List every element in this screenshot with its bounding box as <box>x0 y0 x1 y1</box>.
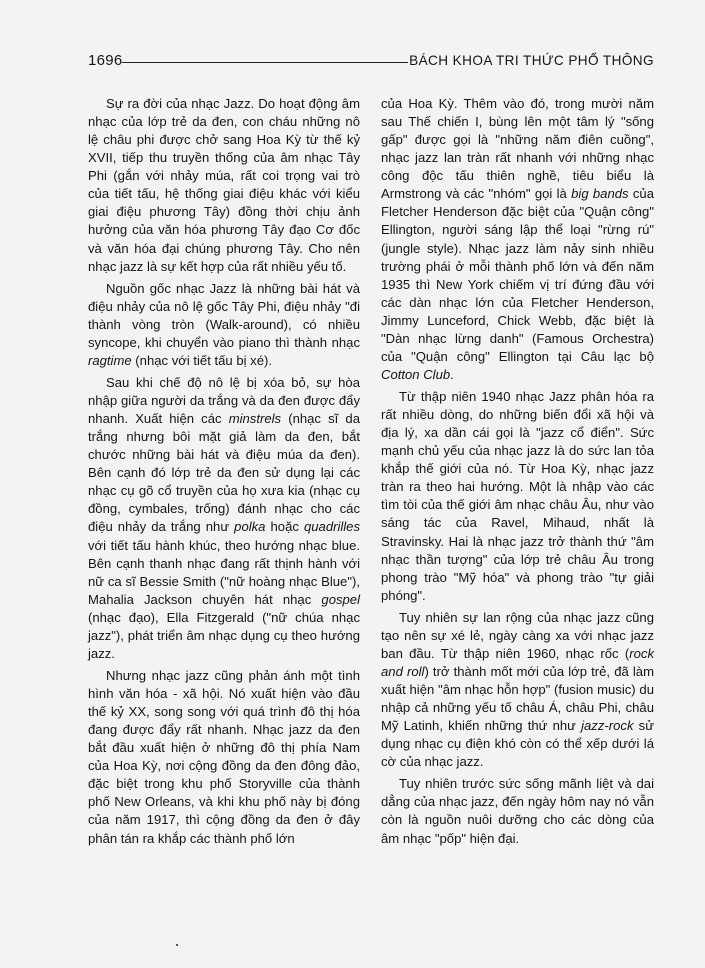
paragraph <box>381 609 654 772</box>
italic-term: quadrilles <box>303 519 361 535</box>
italic-term: rock and roll <box>381 645 654 679</box>
paragraph-text: Nguồn gốc nhạc Jazz là những bài hát và điệu nhảy của nô lệ gốc Tây Phi, điệu nhảy "đi thành vòng tròn (Walk-around), có nhiều syncope, khi chuyển vào piano thì thành nhạc <box>88 280 360 350</box>
italic-term: big bands <box>571 186 629 202</box>
left-column <box>88 95 360 848</box>
italic-term: minstrels <box>228 411 282 427</box>
paragraph-text: với tiết tấu hành khúc, theo hướng nhạc blue. Bên cạnh thanh nhạc đang rất thịnh hành với nữ ca sĩ Bessie Smith ("nữ hoàng nhạc Blue"), Mahalia Jackson chuyên hát nhạc <box>88 537 360 607</box>
right-column <box>381 95 654 848</box>
italic-term: jazz-rock <box>581 718 634 734</box>
paragraph-text: Tuy nhiên sự lan rộng của nhạc jazz cũng tạo nên sự xé lẻ, ngày càng xa với nhạc jazz ban đầu. Từ thập niên 1960, nhạc rốc ( <box>381 609 654 661</box>
paragraph-text: (nhạc sĩ da trắng nhưng bôi mặt giả làm da đen, bắt chước những bài hát và điệu múa da đen). Bên cạnh đó lớp trẻ da đen sử dụng lại các nhạc cụ gõ cổ truyền của họ xưa kia (nhạc cụ đồng, cymbales, trống) đánh nhạc cho các điệu nhảy da trắng như <box>88 411 361 535</box>
italic-term: ragtime <box>88 352 132 368</box>
paragraph-text: ) trở thành mốt mới của lớp trẻ, đã làm xuất hiện "âm nhạc hỗn hợp" (fusion music) du nhập cả những yếu tố châu Á, châu Phi, châu Mỹ Latinh, khiến những thứ như <box>381 663 654 734</box>
page-header <box>88 50 654 74</box>
paragraph-text: Sau khi chế độ nô lệ bị xóa bỏ, sự hòa nhập giữa người da trắng và da đen được đẩy nhanh. Xuất hiện các <box>88 374 360 427</box>
paragraph <box>88 95 360 276</box>
page-number: 1696 <box>88 52 123 69</box>
paragraph-text: hoặc <box>265 519 304 535</box>
paragraph-text: Tuy nhiên trước sức sống mãnh liệt và dai dẳng của nhạc jazz, đến ngày hôm nay nó vẫn còn là nguồn nuôi dưỡng cho các dòng của âm nhạc "pốp" hiện đại. <box>381 776 654 846</box>
italic-term: polka <box>234 519 266 535</box>
italic-term: Cotton Club <box>381 366 451 382</box>
paragraph-text: của Hoa Kỳ. Thêm vào đó, trong mười năm sau Thế chiến I, bùng lên một tâm lý "sống gấp" được gọi là "những năm điên cuồng", nhạc jazz lan tràn rất nhanh với những nhạc công độc tấu thiên nghề, tiêu biểu là Armstrong và các "nhóm" gọi là <box>381 96 654 202</box>
paragraph <box>381 775 654 847</box>
paragraph <box>88 667 360 848</box>
paragraph-text: (nhạc với tiết tấu bị xé). <box>131 352 272 368</box>
scan-speck <box>176 944 178 946</box>
paragraph <box>88 280 360 370</box>
running-title: BÁCH KHOA TRI THỨC PHỔ THÔNG <box>409 53 654 68</box>
paragraph-text: sử dụng nhạc cụ điện khó còn có thể xếp dưới lá cờ của nhạc jazz. <box>381 718 654 770</box>
paragraph <box>381 388 654 605</box>
paragraph <box>88 374 360 663</box>
paragraph-text: . <box>450 366 454 382</box>
header-rule <box>122 62 408 63</box>
paragraph-text: Sự ra đời của nhạc Jazz. Do hoạt động âm nhạc của lớp trẻ da đen, con cháu những nô lệ châu phi được chở sang Hoa Kỳ từ thế kỷ XVII, tiếp thu truyền thống của âm nhạc Tây Phi (gắn với nhảy múa, rất coi trọng vai trò của tiết tấu, hệ thống giai điệu khác với kiểu giai điệu phương Tây) đồng thời chịu ảnh hưởng của văn hóa phương Tây đạo Cơ đốc và văn hóa đại chúng phương Tây. Cho nên nhạc jazz là sự kết hợp của rất nhiều yếu tố. <box>88 96 360 274</box>
paragraph-text: Nhưng nhạc jazz cũng phản ánh một tình hình văn hóa - xã hội. Nó xuất hiện vào đầu thế kỷ XX, song song với quá trình đô thị hóa đang được đẩy rất nhanh. Nhạc jazz da đen bắt đầu xuất hiện ở những đô thị phía Nam của Hoa Kỳ, nơi cộng đồng da đen đông đảo, đặc biệt trong khu phố Storyville của thành phố New Orleans, và khi khu phố này bị đóng của năm 1917, thì cộng đồng da đen ở đây phân tán ra khắp các thành phố lớn <box>88 667 360 846</box>
paragraph-text: của Fletcher Henderson đặc biệt của "Quận công" Ellington, người sáng lập thể loại "rừng rú" (jungle style). Nhạc jazz làm nảy sinh nhiều trường phái ở mỗi thành phố lớn và đến năm 1935 thì New York chiếm vị trí đứng đầu với các dàn nhạc lớn của Fletcher Henderson, Jimmy Lunceford, Chick Webb, đặc biệt là "Dàn nhạc lừng danh" (Famous Orchestra) của "Quận công" Ellington tại Câu lạc bộ <box>381 186 654 364</box>
paragraph-text: Từ thập niên 1940 nhạc Jazz phân hóa ra rất nhiều dòng, do những biến đổi xã hội và địa lý, xa dần cái gọi là "jazz cổ điển". Sức mạnh chủ yếu của nhạc jazz là do sức lan tỏa khắp thế giới của nó. Từ Hoa Kỳ, nhạc jazz tràn ra theo hai hướng. Một là nhập vào các tìm tòi của thế giới âm nhạc châu Âu, như vào sáng tác của Ravel, Mihaud, nhất là Stravinsky. Hai là nhạc jazz trở thành thứ "âm nhạc thần tượng" của lớp trẻ châu Âu trong phong trào "Mỹ hóa" và phong trào "tự giải phóng". <box>381 389 654 603</box>
paragraph <box>381 95 654 384</box>
paragraph-text: (nhạc đạo), Ella Fitzgerald ("nữ chúa nhạc jazz"), phát triển âm nhạc dụng cụ theo hướng jazz. <box>88 609 360 661</box>
italic-term: gospel <box>321 591 360 607</box>
